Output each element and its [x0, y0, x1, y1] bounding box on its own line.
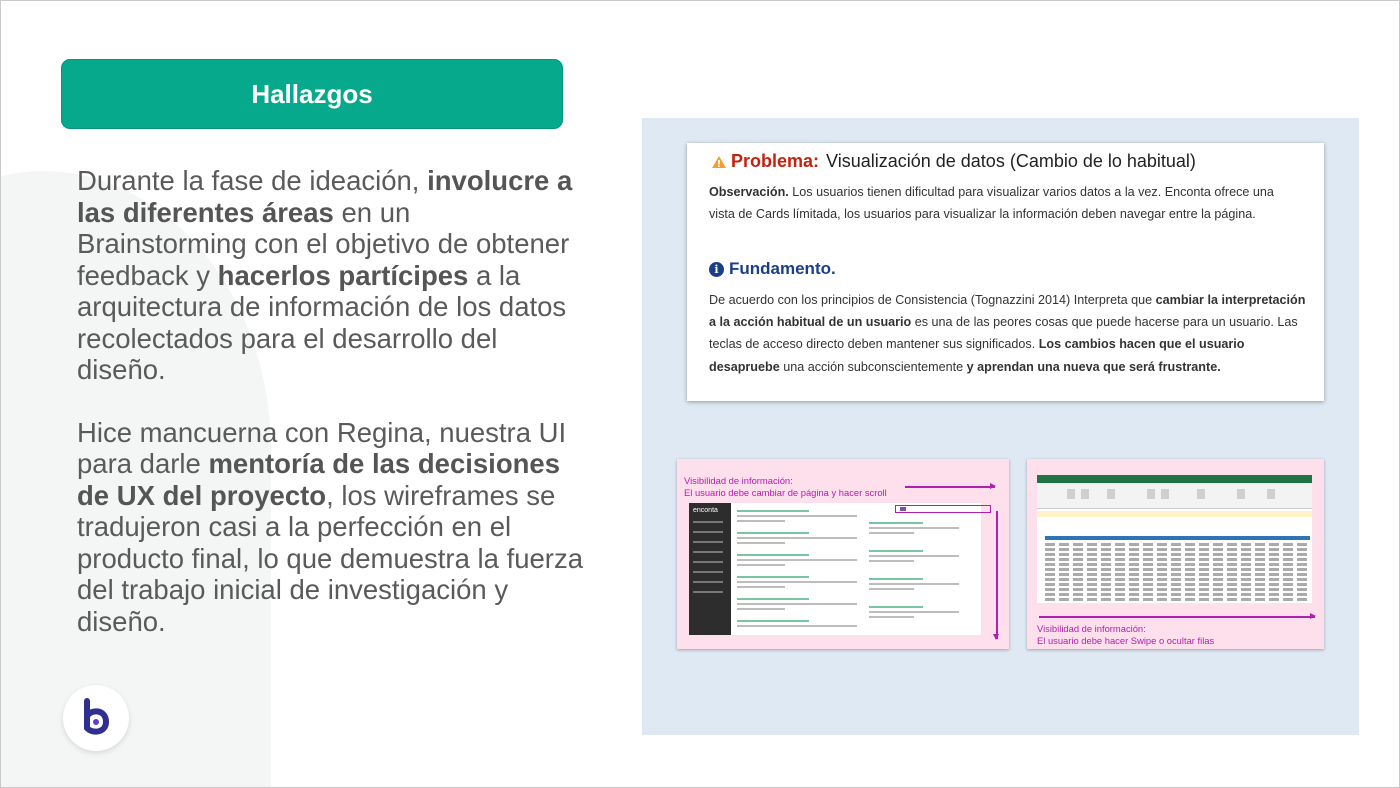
left-caption-line2: El usuario debe cambiar de página y hacer scroll — [684, 487, 887, 498]
bold-text-segment: Los cambios hacen que el usuario desapruebe — [709, 337, 1245, 374]
pagination — [895, 505, 991, 513]
problem-heading — [711, 151, 1196, 172]
left-caption — [684, 475, 887, 499]
down-arrow-icon — [996, 511, 998, 639]
text-segment: es una de las peores cosas que puede hacerse para un usuario. Las teclas de acceso directo deben mantener sus significados. — [709, 315, 1298, 352]
bold-text-segment: cambiar la interpretación a la acción habitual de un usuario — [709, 293, 1306, 330]
bold-text-segment: involucre a las diferentes áreas — [77, 165, 573, 228]
excel-screenshot — [1027, 459, 1324, 649]
slide-title: Hallazgos — [251, 78, 373, 109]
text-segment: De acuerdo con los principios de Consistencia (Tognazzini 2014) Interpreta que — [709, 293, 1156, 307]
bold-text-segment: mentoría de las decisiones de UX del proyecto — [77, 448, 561, 511]
enconta-screenshot — [677, 459, 1009, 649]
b-logo-icon — [79, 698, 113, 738]
warning-icon — [711, 155, 727, 169]
fundamento-title: Fundamento. — [729, 259, 836, 278]
right-caption-line1: Visibilidad de información: — [1037, 623, 1146, 634]
app-sidebar — [689, 503, 731, 635]
company-logo — [63, 685, 129, 751]
bold-text-segment: hacerlos partícipes — [217, 259, 469, 291]
right-arrow-icon — [905, 486, 995, 488]
right-arrow-icon — [1039, 616, 1315, 618]
bold-text-segment: y aprendan una nueva que será frustrante. — [966, 359, 1221, 374]
text-segment: Durante la fase de ideación, — [77, 165, 428, 196]
app-brand: enconta — [693, 507, 718, 514]
fundamento-text — [709, 289, 1307, 378]
observation-text — [709, 181, 1299, 225]
text-segment: Los usuarios tienen dificultad para visualizar varios datos a la vez. Enconta ofrece una vista de Cards límitada, los usuarios para visualizar la información deben navegar entre la página. — [709, 185, 1274, 221]
left-caption-line1: Visibilidad de información: — [684, 475, 793, 486]
problem-label: Problema: — [731, 151, 820, 171]
text-segment: a la arquitectura de información de los datos recolectados para el desarrollo del diseño. — [77, 259, 567, 385]
problem-title: Visualización de datos (Cambio de lo habitual) — [826, 151, 1196, 171]
paragraph-ideation — [77, 165, 587, 386]
info-icon: i — [709, 262, 724, 277]
right-caption — [1037, 623, 1214, 647]
paragraph-mentoring — [77, 417, 587, 638]
fundamento-heading — [709, 259, 836, 279]
finding-card — [687, 143, 1324, 401]
right-caption-line2: El usuario debe hacer Swipe o ocultar filas — [1037, 635, 1215, 646]
text-segment: en un Brainstorming con el objetivo de obtener feedback y — [77, 196, 570, 291]
text-segment: , los wireframes se tradujeron casi a la perfección en el producto final, lo que demuestra la fuerza del trabajo inicial de investigación y diseño. — [77, 479, 583, 637]
text-segment: una acción subconscientemente — [779, 359, 967, 374]
body-text — [77, 165, 587, 637]
bold-text-segment: Observación. — [709, 185, 789, 199]
title-banner — [61, 59, 563, 129]
enconta-app-mock — [689, 503, 981, 635]
text-segment: Hice mancuerna con Regina, nuestra UI para darle — [77, 416, 567, 479]
excel-mock — [1037, 475, 1312, 603]
